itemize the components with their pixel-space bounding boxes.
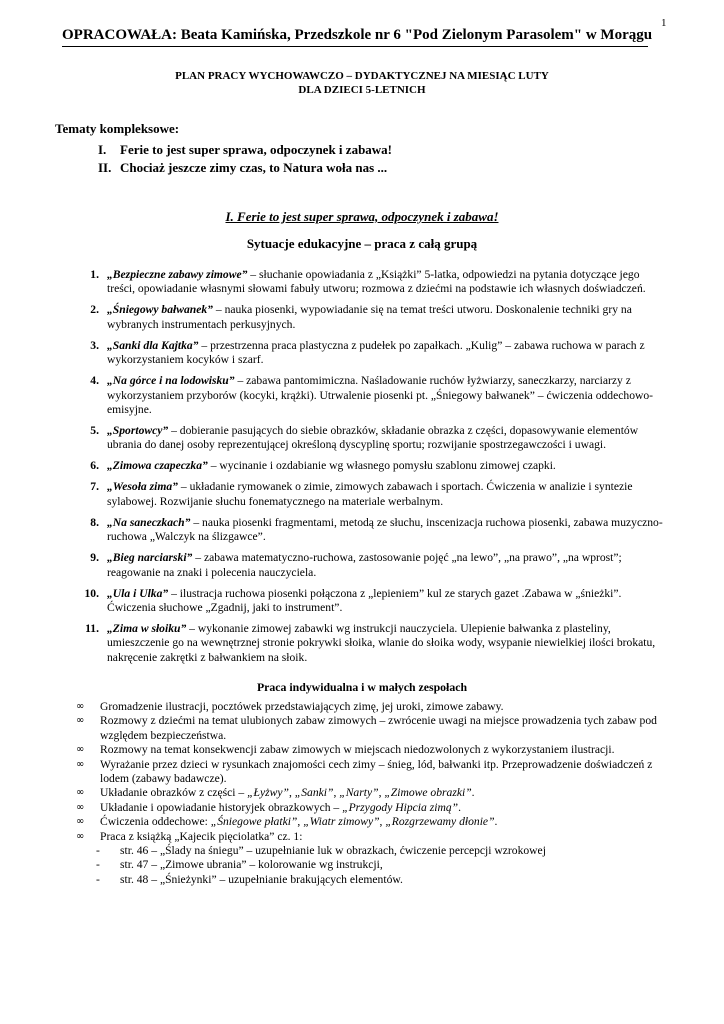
- bullet-item: [76, 758, 666, 787]
- bullet-text-part: Układanie i opowiadanie historyjek obrazkowych –: [100, 800, 343, 814]
- bullet-item: [76, 801, 666, 815]
- separator: ,: [379, 815, 386, 829]
- bullet-item: [76, 815, 666, 829]
- bullet-text: Rozmowy z dziećmi na temat ulubionych zabaw zimowych – zwrócenie uwagi na miejsce prowadzenia tych zabaw pod względem bezpieczeństwa.: [100, 714, 657, 742]
- puzzle-title: „Zimowe obrazki”: [384, 786, 472, 800]
- puzzle-title: „Sanki”: [294, 786, 334, 800]
- exercise-title: „Wiatr zimowy”: [303, 815, 380, 829]
- item-title: „Zima w słoiku”: [107, 622, 187, 636]
- bullet-text: [100, 801, 666, 815]
- list-item: [65, 268, 665, 297]
- item-title: „Zimowa czapeczka”: [107, 459, 208, 473]
- bullet-text: Rozmowy na temat konsekwencji zabaw zimowych w miejscach niedozwolonych z wykorzystaniem ilustracji.: [100, 743, 615, 757]
- list-item: [65, 339, 665, 368]
- exercise-title: „Śniegowe płatki”: [210, 815, 298, 829]
- author-line: OPRACOWAŁA: Beata Kamińska, Przedszkole nr 6 "Pod Zielonym Parasolem" w Morągu: [62, 27, 648, 47]
- theme-item: [98, 159, 392, 177]
- item-title: „Na saneczkach”: [107, 515, 191, 529]
- item-text: – zabawa matematyczno-ruchowa, zastosowanie pojęć „na lewo”, „na prawo”, „na wprost”; reagowanie na znaki i polecenia nauczyciela.: [107, 551, 622, 579]
- theme-text: Chociaż jeszcze zimy czas, to Natura woła nas ...: [120, 160, 388, 175]
- separator: ,: [289, 786, 295, 800]
- item-number: 1.: [90, 268, 99, 281]
- situations-heading: Sytuacje edukacyjne – praca z całą grupą: [246, 236, 478, 251]
- item-title: „Ula i Ulka”: [107, 586, 169, 600]
- end-mark: .: [458, 800, 461, 814]
- item-title: „Bezpieczne zabawy zimowe”: [107, 268, 248, 281]
- bullet-item: [76, 786, 666, 800]
- list-item: [65, 424, 665, 453]
- sub-item-text: str. 48 – „Śnieżynki” – uzupełnianie brakujących elementów.: [120, 872, 403, 886]
- sub-item: [76, 858, 666, 872]
- item-text: – zabawa pantomimiczna. Naśladowanie ruchów łyżwiarzy, saneczkarzy, narciarzy z wykorzystaniem przyborów (kocyki, krążki). Utrwalenie piosenki pt. „Śniegowy bałwanek” – ćwiczenia oddechowo-emisyjne.: [107, 374, 654, 417]
- item-number: 7.: [90, 480, 99, 494]
- item-number: 8.: [90, 515, 99, 529]
- bullet-item: [76, 714, 666, 743]
- list-item: [65, 622, 665, 665]
- item-text: – wykonanie zimowej zabawki wg instrukcji nauczyciela. Ulepienie bałwanka z plasteliny, umieszczenie go na wewnętrznej stronie pokrywki słoika, wlanie do słoika wody, wsypanie niewielkiej ilości brokatu, nakręcenie zakrętki z bałwankiem na słoik.: [107, 622, 656, 664]
- list-item: [65, 480, 665, 509]
- individual-list: [76, 700, 666, 887]
- item-title: „Wesoła zima”: [107, 480, 178, 494]
- plan-title-line: DLA DZIECI 5-LETNICH: [298, 84, 426, 96]
- item-title: „Na górce i na lodowisku”: [107, 374, 235, 388]
- item-text: – przestrzenna praca plastyczna z pudełek po zapałkach. „Kulig” – zabawa ruchowa w parach z wykorzystaniem kocyków i szarf.: [107, 338, 645, 367]
- infinity-bullet-icon: ∞: [76, 801, 85, 813]
- bullet-text: Wyrażanie przez dzieci w rysunkach znajomości cech zimy – śnieg, lód, bałwanki itp. Przeprowadzenie doświadczeń z lodem (zabawy badawcze).: [100, 757, 653, 786]
- sub-item-text: str. 46 – „Ślady na śniegu” – uzupełnianie luk w obrazkach, ćwiczenie percepcji wzrokowej: [120, 844, 546, 858]
- bullet-item: [76, 830, 666, 844]
- sub-item-text: str. 47 – „Zimowe ubrania” – kolorowanie wg instrukcji,: [120, 858, 383, 872]
- item-text: – nauka piosenki, wypowiadanie się na temat treści utworu. Doskonalenie techniki gry na wybranych instrumentach perkusyjnych.: [107, 303, 632, 331]
- page-number: 1: [661, 17, 667, 29]
- infinity-bullet-icon: ∞: [76, 787, 85, 799]
- bullet-text: [100, 786, 666, 800]
- infinity-bullet-icon: ∞: [76, 715, 85, 727]
- bullet-text-part: Układanie obrazków z części –: [100, 786, 248, 800]
- item-number: 9.: [90, 551, 99, 565]
- individual-heading: Praca indywidualna i w małych zespołach: [256, 680, 468, 694]
- list-item: [65, 374, 665, 417]
- list-item: [65, 587, 665, 616]
- infinity-bullet-icon: ∞: [76, 816, 85, 828]
- item-text: – ilustracja ruchowa piosenki połączona z „lepieniem” kul ze starych gazet .Zabawa w „śnieżki”. Ćwiczenia słuchowe „Zgadnij, jaki to instrument”.: [107, 586, 622, 615]
- bullet-text: [100, 815, 666, 829]
- item-title: „Bieg narciarski”: [107, 551, 193, 565]
- exercise-title: „Rozgrzewamy dłonie”: [385, 815, 495, 829]
- separator: ,: [378, 786, 385, 800]
- bullet-text-part: Ćwiczenia oddechowe:: [100, 815, 211, 829]
- sub-item: [76, 844, 666, 858]
- theme-item: [98, 141, 392, 159]
- infinity-bullet-icon: ∞: [76, 744, 85, 756]
- item-number: 11.: [85, 622, 99, 636]
- section-title: I. Ferie to jest super sprawa, odpoczynek i zabawa!: [225, 209, 499, 224]
- themes-heading: Tematy kompleksowe:: [55, 121, 180, 136]
- bullet-text: Gromadzenie ilustracji, pocztówek przedstawiających zimę, jej uroki, zimowe zabawy.: [100, 700, 504, 713]
- item-text: – wycinanie i ozdabianie wg własnego pomysłu szablonu zimowej czapki.: [207, 459, 556, 473]
- item-title: „Sanki dla Kajtka”: [107, 338, 199, 352]
- item-number: 3.: [90, 338, 99, 352]
- item-text: – nauka piosenki fragmentami, metodą ze słuchu, inscenizacja ruchowa piosenki, zabawa muzyczno-ruchowa „Walczyk na ślizgawce”.: [107, 515, 663, 544]
- separator: ,: [297, 815, 304, 829]
- list-item: [65, 551, 665, 580]
- theme-number: I.: [98, 142, 107, 157]
- item-number: 6.: [90, 459, 99, 473]
- sub-item: [76, 873, 666, 887]
- puzzle-title: „Narty”: [339, 786, 379, 800]
- item-text: – dobieranie pasujących do siebie obrazków, składanie obrazka z części, dopasowywanie elementów ubrania do danej osoby reprezentującej określoną dyscyplinę sportu; rozwijanie spostrzegawczości i uwagi.: [107, 424, 639, 452]
- bullet-text: Praca z książką „Kajecik pięciolatka” cz. 1:: [100, 829, 303, 843]
- theme-text: Ferie to jest super sprawa, odpoczynek i zabawa!: [120, 142, 393, 157]
- list-item: [65, 303, 665, 332]
- item-number: 5.: [90, 424, 99, 438]
- themes-list: [98, 141, 392, 177]
- item-number: 10.: [84, 586, 99, 600]
- bullet-item: [76, 743, 666, 757]
- puzzle-title: „Łyżwy”: [247, 786, 289, 800]
- story-title: „Przygody Hipcia zimą”: [342, 800, 459, 814]
- infinity-bullet-icon: ∞: [76, 830, 85, 842]
- end-mark: .: [471, 786, 475, 800]
- infinity-bullet-icon: ∞: [76, 701, 85, 712]
- separator: ,: [333, 786, 340, 800]
- infinity-bullet-icon: ∞: [76, 758, 85, 770]
- dash-marker: -: [96, 844, 100, 858]
- item-title: „Sportowcy”: [107, 424, 169, 438]
- plan-title-line: PLAN PRACY WYCHOWAWCZO – DYDAKTYCZNEJ NA MIESIĄC LUTY: [175, 70, 549, 82]
- plan-title: [62, 69, 662, 97]
- item-text: – słuchanie opowiadania z „Książki” 5-latka, odpowiedzi na pytania dotyczące jego treści, opowiadanie własnymi słowami fabuły utworu; rozmowa z dziećmi na podstawie ich własnych doświadczeń.: [107, 268, 646, 296]
- dash-marker: -: [96, 858, 100, 872]
- end-mark: .: [494, 815, 498, 829]
- item-text: – układanie rymowanek o zimie, zimowych zabawach i sportach. Ćwiczenia w analizie i syntezie sylabowej. Rozwijanie słuchu fonematycznego na materiale werbalnym.: [107, 480, 633, 508]
- list-item: [65, 459, 665, 473]
- item-number: 4.: [90, 374, 99, 388]
- dash-marker: -: [96, 872, 100, 886]
- theme-number: II.: [98, 160, 112, 175]
- situations-list: [65, 268, 665, 672]
- item-title: „Śniegowy bałwanek”: [107, 303, 213, 317]
- bullet-item: [76, 700, 666, 714]
- item-number: 2.: [90, 303, 99, 317]
- list-item: [65, 516, 665, 545]
